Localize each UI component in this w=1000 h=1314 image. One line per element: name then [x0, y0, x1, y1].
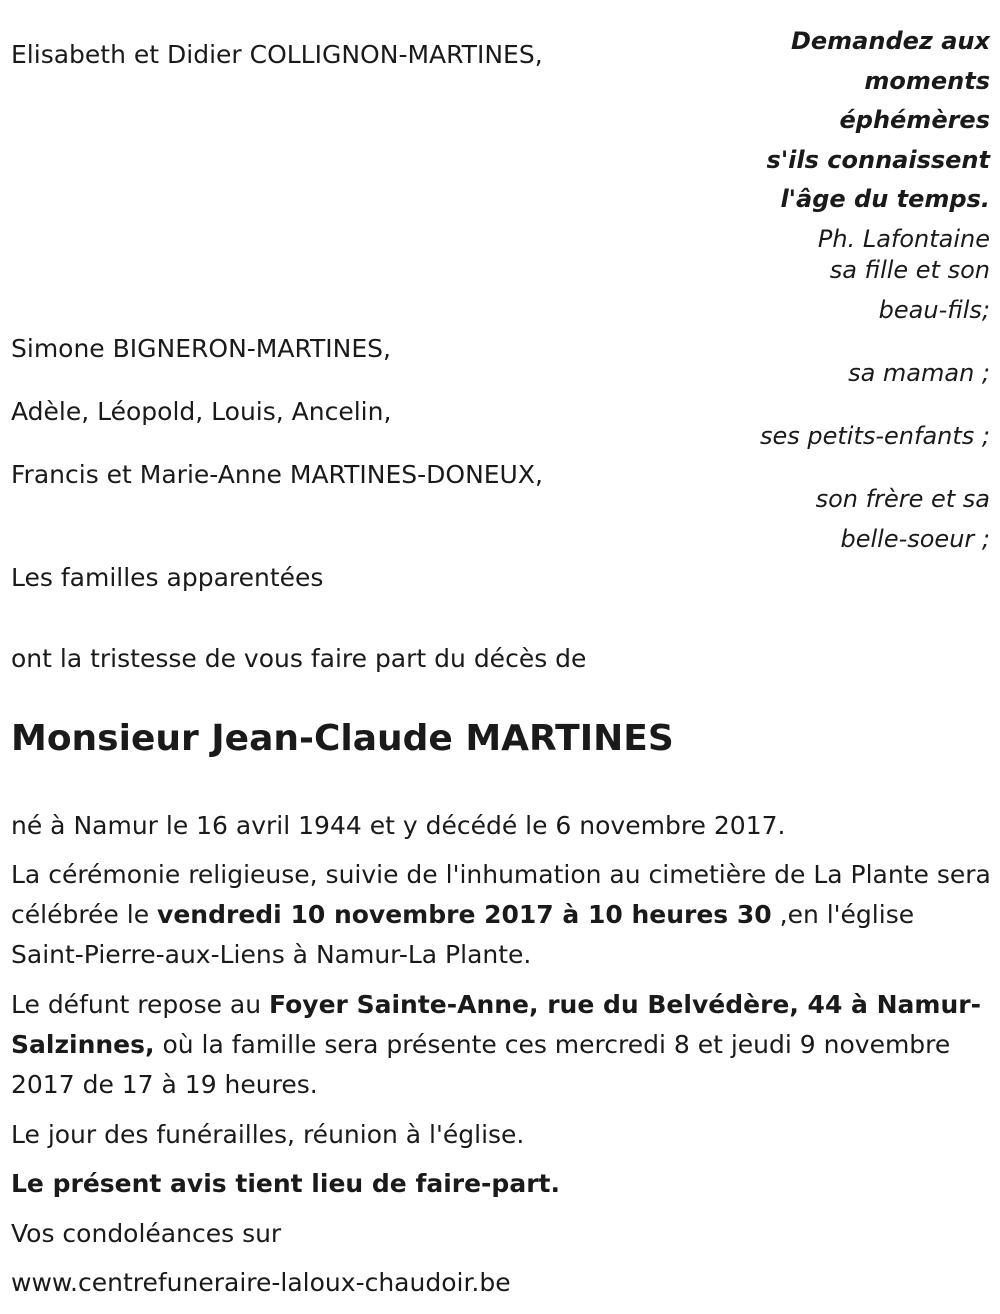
- ceremony-text: La cérémonie religieuse, suivie de l'inhumation au cimetière de La Plante sera célébrée le: [11, 860, 991, 929]
- quote-line: l'âge du temps.: [780, 185, 990, 213]
- relation-line: son frère et sa: [815, 485, 990, 513]
- quote-line: moments: [864, 66, 990, 95]
- condolences-label: Vos condoléances sur: [11, 1219, 282, 1248]
- ceremony-date: vendredi 10 novembre 2017 à 10 heures 30: [157, 900, 772, 929]
- relation-line: ses petits-enfants ;: [759, 422, 990, 450]
- family-relation-grandchildren: [760, 417, 990, 457]
- quote-line: Demandez aux: [790, 27, 990, 55]
- deceased-name: Monsieur Jean-Claude MARTINES: [11, 718, 674, 759]
- relation-line: sa fille et son: [829, 256, 990, 284]
- related-families: Les familles apparentées: [11, 563, 324, 592]
- family-relation-daughter: [830, 251, 990, 330]
- repose-paragraph: [11, 985, 991, 1105]
- quote-line: éphémères: [839, 106, 990, 134]
- epigraph-quote: [767, 22, 990, 259]
- family-relation-mother: [848, 354, 990, 394]
- family-relation-brother: [816, 480, 990, 559]
- notice-text: Le présent avis tient lieu de faire-part.: [11, 1169, 560, 1198]
- quote-line: s'ils connaissent: [766, 145, 990, 174]
- repose-text: Le défunt repose au: [11, 990, 270, 1019]
- ceremony-paragraph: [11, 855, 991, 975]
- website-link[interactable]: www.centrefuneraire-laloux-chaudoir.be: [11, 1268, 511, 1297]
- relation-line: sa maman ;: [848, 359, 990, 387]
- announcement-text: ont la tristesse de vous faire part du décès de: [11, 644, 587, 673]
- family-name-daughter: Elisabeth et Didier COLLIGNON-MARTINES,: [11, 40, 543, 69]
- relation-line: beau-fils;: [878, 295, 990, 324]
- family-name-grandchildren: Adèle, Léopold, Louis, Ancelin,: [11, 397, 392, 426]
- relation-line: belle-soeur ;: [840, 524, 990, 553]
- quote-author: Ph. Lafontaine: [817, 224, 990, 253]
- family-name-brother: Francis et Marie-Anne MARTINES-DONEUX,: [11, 460, 543, 489]
- family-name-mother: Simone BIGNERON-MARTINES,: [11, 334, 391, 363]
- birth-death-dates: né à Namur le 16 avril 1944 et y décédé le 6 novembre 2017.: [11, 811, 786, 840]
- funeral-day-note: Le jour des funérailles, réunion à l'église.: [11, 1120, 525, 1149]
- repose-hours: où la famille sera présente ces mercredi 8 et jeudi 9 novembre 2017 de 17 à 19 heures.: [11, 1030, 951, 1099]
- repose-place: Foyer Sainte-Anne, rue du Belvédère, 44 à Namur-Salzinnes,: [11, 990, 981, 1059]
- ceremony-location: ,en l'église Saint-Pierre-aux-Liens à Namur-La Plante.: [11, 900, 915, 969]
